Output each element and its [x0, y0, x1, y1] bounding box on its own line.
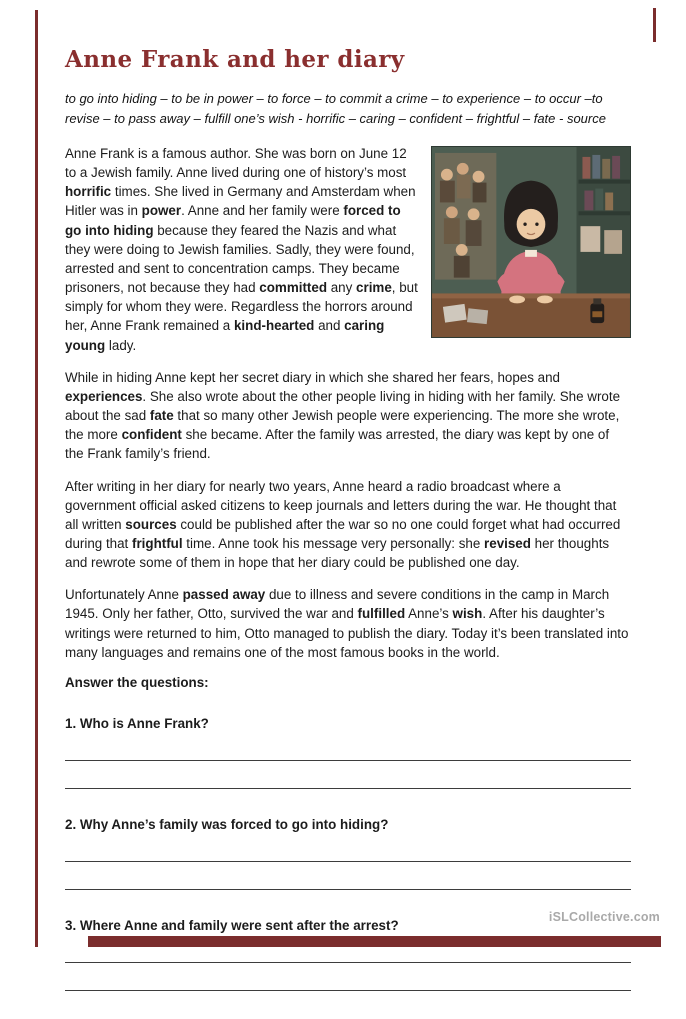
paragraph-3: After writing in her diary for nearly two years, Anne heard a radio broadcast where a government official asked citizens to keep journals and letters during the war. He thought that all written sources could be published after the war so no one could forget what had occurred during that frightful time. Anne took his message very personally: she revised her thoughts and rewrote some of them in hope that her diary could be published one day. — [65, 478, 621, 571]
paragraph-1: Anne Frank is a famous author. She was born on June 12 to a Jewish family. Anne lived during one of history’s most horrific times. She lived in Germany and Amsterdam when Hitler was in power. Anne and her family were forced to go into hiding because they feared the Nazis and what they were doing to Jewish families. Sadly, they were found, arrested and sent to concentration camps. They became prisoners, not because they had committed any crime, but simply for whom they were. Regardless the horrors around her, Anne Frank remained a kind-hearted and caring young lady. — [65, 146, 418, 353]
answer-line — [65, 834, 631, 862]
page-title: Anne Frank and her diary — [65, 46, 405, 73]
question-3-text: 3. Where Anne and family were sent after the arrest? — [65, 917, 399, 933]
anne-frank-illustration — [431, 146, 631, 338]
paragraph-2: While in hiding Anne kept her secret diary in which she shared her fears, hopes and experiences. She also wrote about the other people living in hiding with her family. She wrote about the sad fate that so many other Jewish people were experiencing. The more she wrote, the more confident she became. After the family was arrested, the diary was kept by one of the Frank family’s friend. — [65, 369, 621, 462]
question-1 — [65, 716, 631, 789]
vocabulary-list: to go into hiding – to be in power – to force – to commit a crime – to experience – to occur –to revise – to pass away – fulfill one’s wish - horrific – caring – confident – frightful – fate - source — [65, 91, 606, 126]
worksheet-content — [65, 46, 631, 1019]
answer-line — [65, 761, 631, 789]
decorative-border-top-right — [653, 8, 656, 42]
answer-line — [65, 862, 631, 890]
anne-frank-portrait-graphic — [432, 147, 630, 337]
answer-line — [65, 963, 631, 991]
questions-header: Answer the questions: — [65, 674, 209, 690]
question-2 — [65, 817, 631, 890]
reading-text — [65, 144, 631, 662]
paragraph-4: Unfortunately Anne passed away due to illness and severe conditions in the camp in March 1945. Only her father, Otto, survived the war and fulfilled Anne’s wish. After his daughter’s writings were returned to him, Otto managed to publish the diary. Today it’s been translated into many languages and remains one of the most famous books in the world. — [65, 587, 629, 660]
decorative-border-left — [35, 10, 38, 947]
islcollective-watermark: iSLCollective.com — [548, 910, 660, 924]
question-2-text: 2. Why Anne’s family was forced to go into hiding? — [65, 816, 389, 832]
question-1-text: 1. Who is Anne Frank? — [65, 715, 209, 731]
answer-line — [65, 935, 631, 963]
answer-line — [65, 733, 631, 761]
question-3 — [65, 918, 631, 991]
